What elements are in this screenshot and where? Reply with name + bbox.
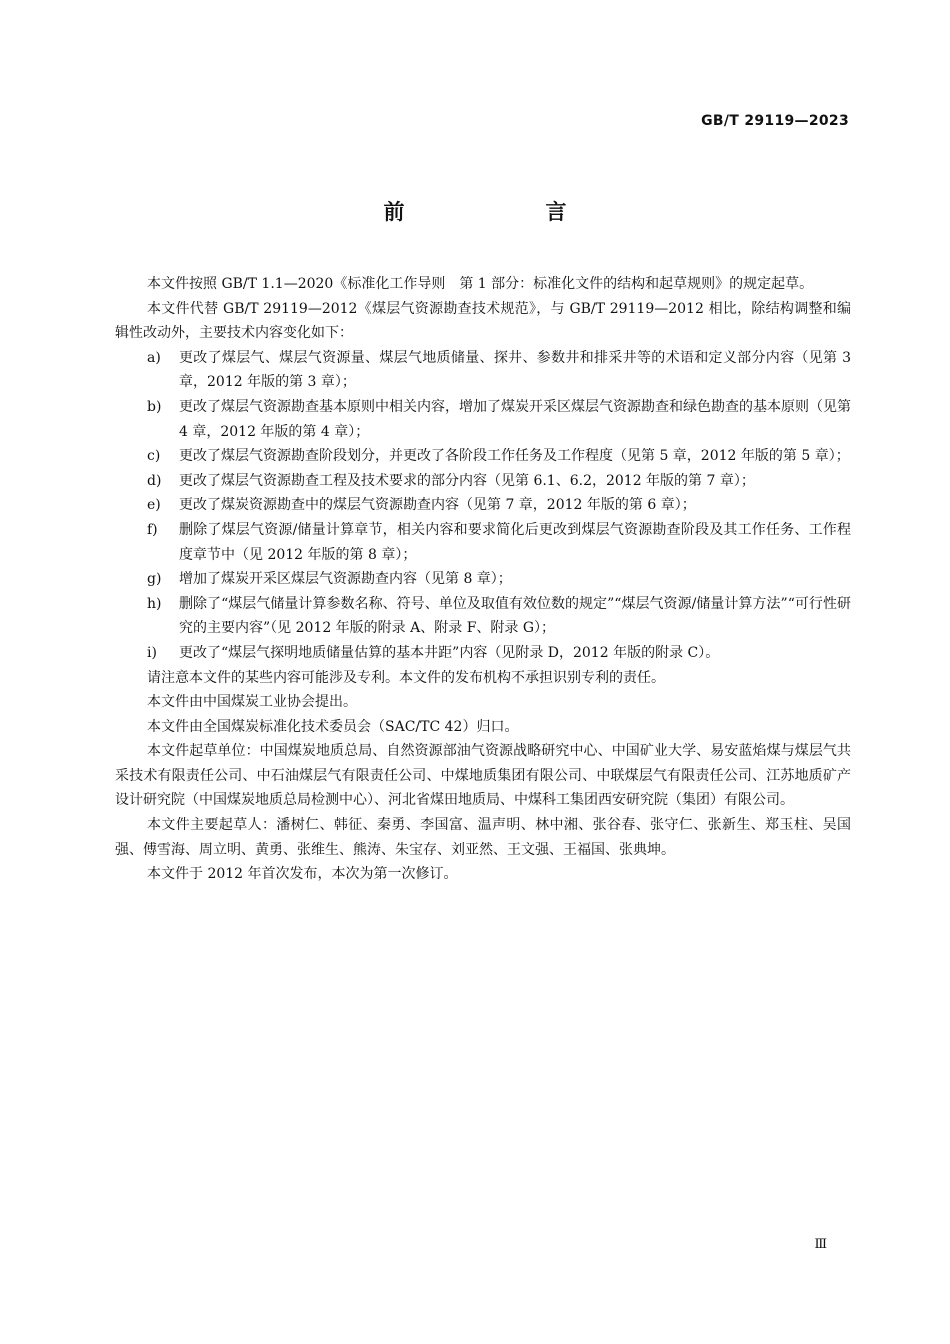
list-marker: h) bbox=[147, 595, 162, 612]
list-item bbox=[115, 493, 851, 518]
list-item bbox=[115, 444, 851, 469]
list-marker: b) bbox=[147, 398, 162, 415]
paragraph: 本文件起草单位：中国煤炭地质总局、自然资源部油气资源战略研究中心、中国矿业大学、易安蓝焰煤与煤层气共采技术有限责任公司、中石油煤层气有限责任公司、中煤地质集团有限公司、中联煤层气有限责任公司、江苏地质矿产设计研究院（中国煤炭地质总局检测中心）、河北省煤田地质局、中煤科工集团西安研究院（集团）有限公司。 bbox=[115, 743, 851, 809]
list-marker: c) bbox=[147, 448, 161, 465]
list-item-text: 更改了“煤层气探明地质储量估算的基本井距”内容（见附录 D，2012 年版的附录 C）。 bbox=[179, 644, 720, 661]
paragraph: 本文件主要起草人：潘树仁、韩征、秦勇、李国富、温声明、林中湘、张谷春、张守仁、张新生、郑玉柱、吴国强、傅雪海、周立明、黄勇、张维生、熊涛、朱宝存、刘亚然、王文强、王福国、张典坤。 bbox=[115, 817, 851, 858]
list-item-text: 更改了煤层气、煤层气资源量、煤层气地质储量、探井、参数井和排采井等的术语和定义部分内容（见第 3 章，2012 年版的第 3 章）； bbox=[179, 349, 851, 391]
list-item-text: 更改了煤层气资源勘查工程及技术要求的部分内容（见第 6.1、6.2，2012 年版的第 7 章）； bbox=[179, 472, 755, 489]
list-item bbox=[115, 346, 851, 395]
list-item bbox=[115, 592, 851, 641]
list-item-text: 增加了煤炭开采区煤层气资源勘查内容（见第 8 章）； bbox=[179, 571, 512, 588]
paragraph: 本文件由全国煤炭标准化技术委员会（SAC/TC 42）归口。 bbox=[147, 718, 519, 735]
paragraph: 本文件按照 GB/T 1.1—2020《标准化工作导则 第 1 部分：标准化文件的结构和起草规则》的规定起草。 bbox=[147, 276, 814, 292]
standard-code: GB/T 29119—2023 bbox=[701, 113, 849, 129]
page-number: Ⅲ bbox=[814, 1237, 827, 1252]
list-item bbox=[115, 567, 851, 592]
paragraph: 本文件代替 GB/T 29119—2012《煤层气资源勘查技术规范》，与 GB/T 29119—2012 相比，除结构调整和编辑性改动外，主要技术内容变化如下： bbox=[115, 300, 851, 342]
paragraph: 请注意本文件的某些内容可能涉及专利。本文件的发布机构不承担识别专利的责任。 bbox=[147, 669, 665, 686]
list-marker: d) bbox=[147, 472, 162, 489]
paragraph: 本文件于 2012 年首次发布，本次为第一次修订。 bbox=[147, 866, 458, 883]
foreword-body bbox=[115, 272, 851, 887]
list-item-text: 删除了煤层气资源/储量计算章节，相关内容和要求简化后更改到煤层气资源勘查阶段及其工作任务、工作程度章节中（见 2012 年版的第 8 章）； bbox=[179, 521, 851, 563]
change-list bbox=[115, 346, 851, 666]
list-marker: e) bbox=[147, 497, 161, 514]
paragraph: 本文件由中国煤炭工业协会提出。 bbox=[147, 694, 357, 711]
list-item-text: 更改了煤层气资源勘查阶段划分，并更改了各阶段工作任务及工作程度（见第 5 章，2012 年版的第 5 章）； bbox=[179, 448, 850, 465]
page-title: 前 言 bbox=[383, 200, 627, 224]
list-item bbox=[115, 469, 851, 494]
list-item-text: 删除了“煤层气储量计算参数名称、符号、单位及取值有效位数的规定”“煤层气资源/储量计算方法”“可行性研究的主要内容”（见 2012 年版的附录 A、附录 F、附录 G）； bbox=[179, 595, 851, 637]
list-marker: i) bbox=[147, 644, 157, 661]
list-item-text: 更改了煤层气资源勘查基本原则中相关内容，增加了煤炭开采区煤层气资源勘查和绿色勘查的基本原则（见第 4 章，2012 年版的第 4 章）； bbox=[179, 398, 851, 440]
list-marker: g) bbox=[147, 571, 162, 588]
list-item bbox=[115, 518, 851, 567]
list-item bbox=[115, 395, 851, 444]
list-marker: f) bbox=[147, 521, 158, 538]
list-item bbox=[115, 641, 851, 666]
list-item-text: 更改了煤炭资源勘查中的煤层气资源勘查内容（见第 7 章，2012 年版的第 6 章）； bbox=[179, 497, 696, 514]
list-marker: a) bbox=[147, 349, 161, 366]
